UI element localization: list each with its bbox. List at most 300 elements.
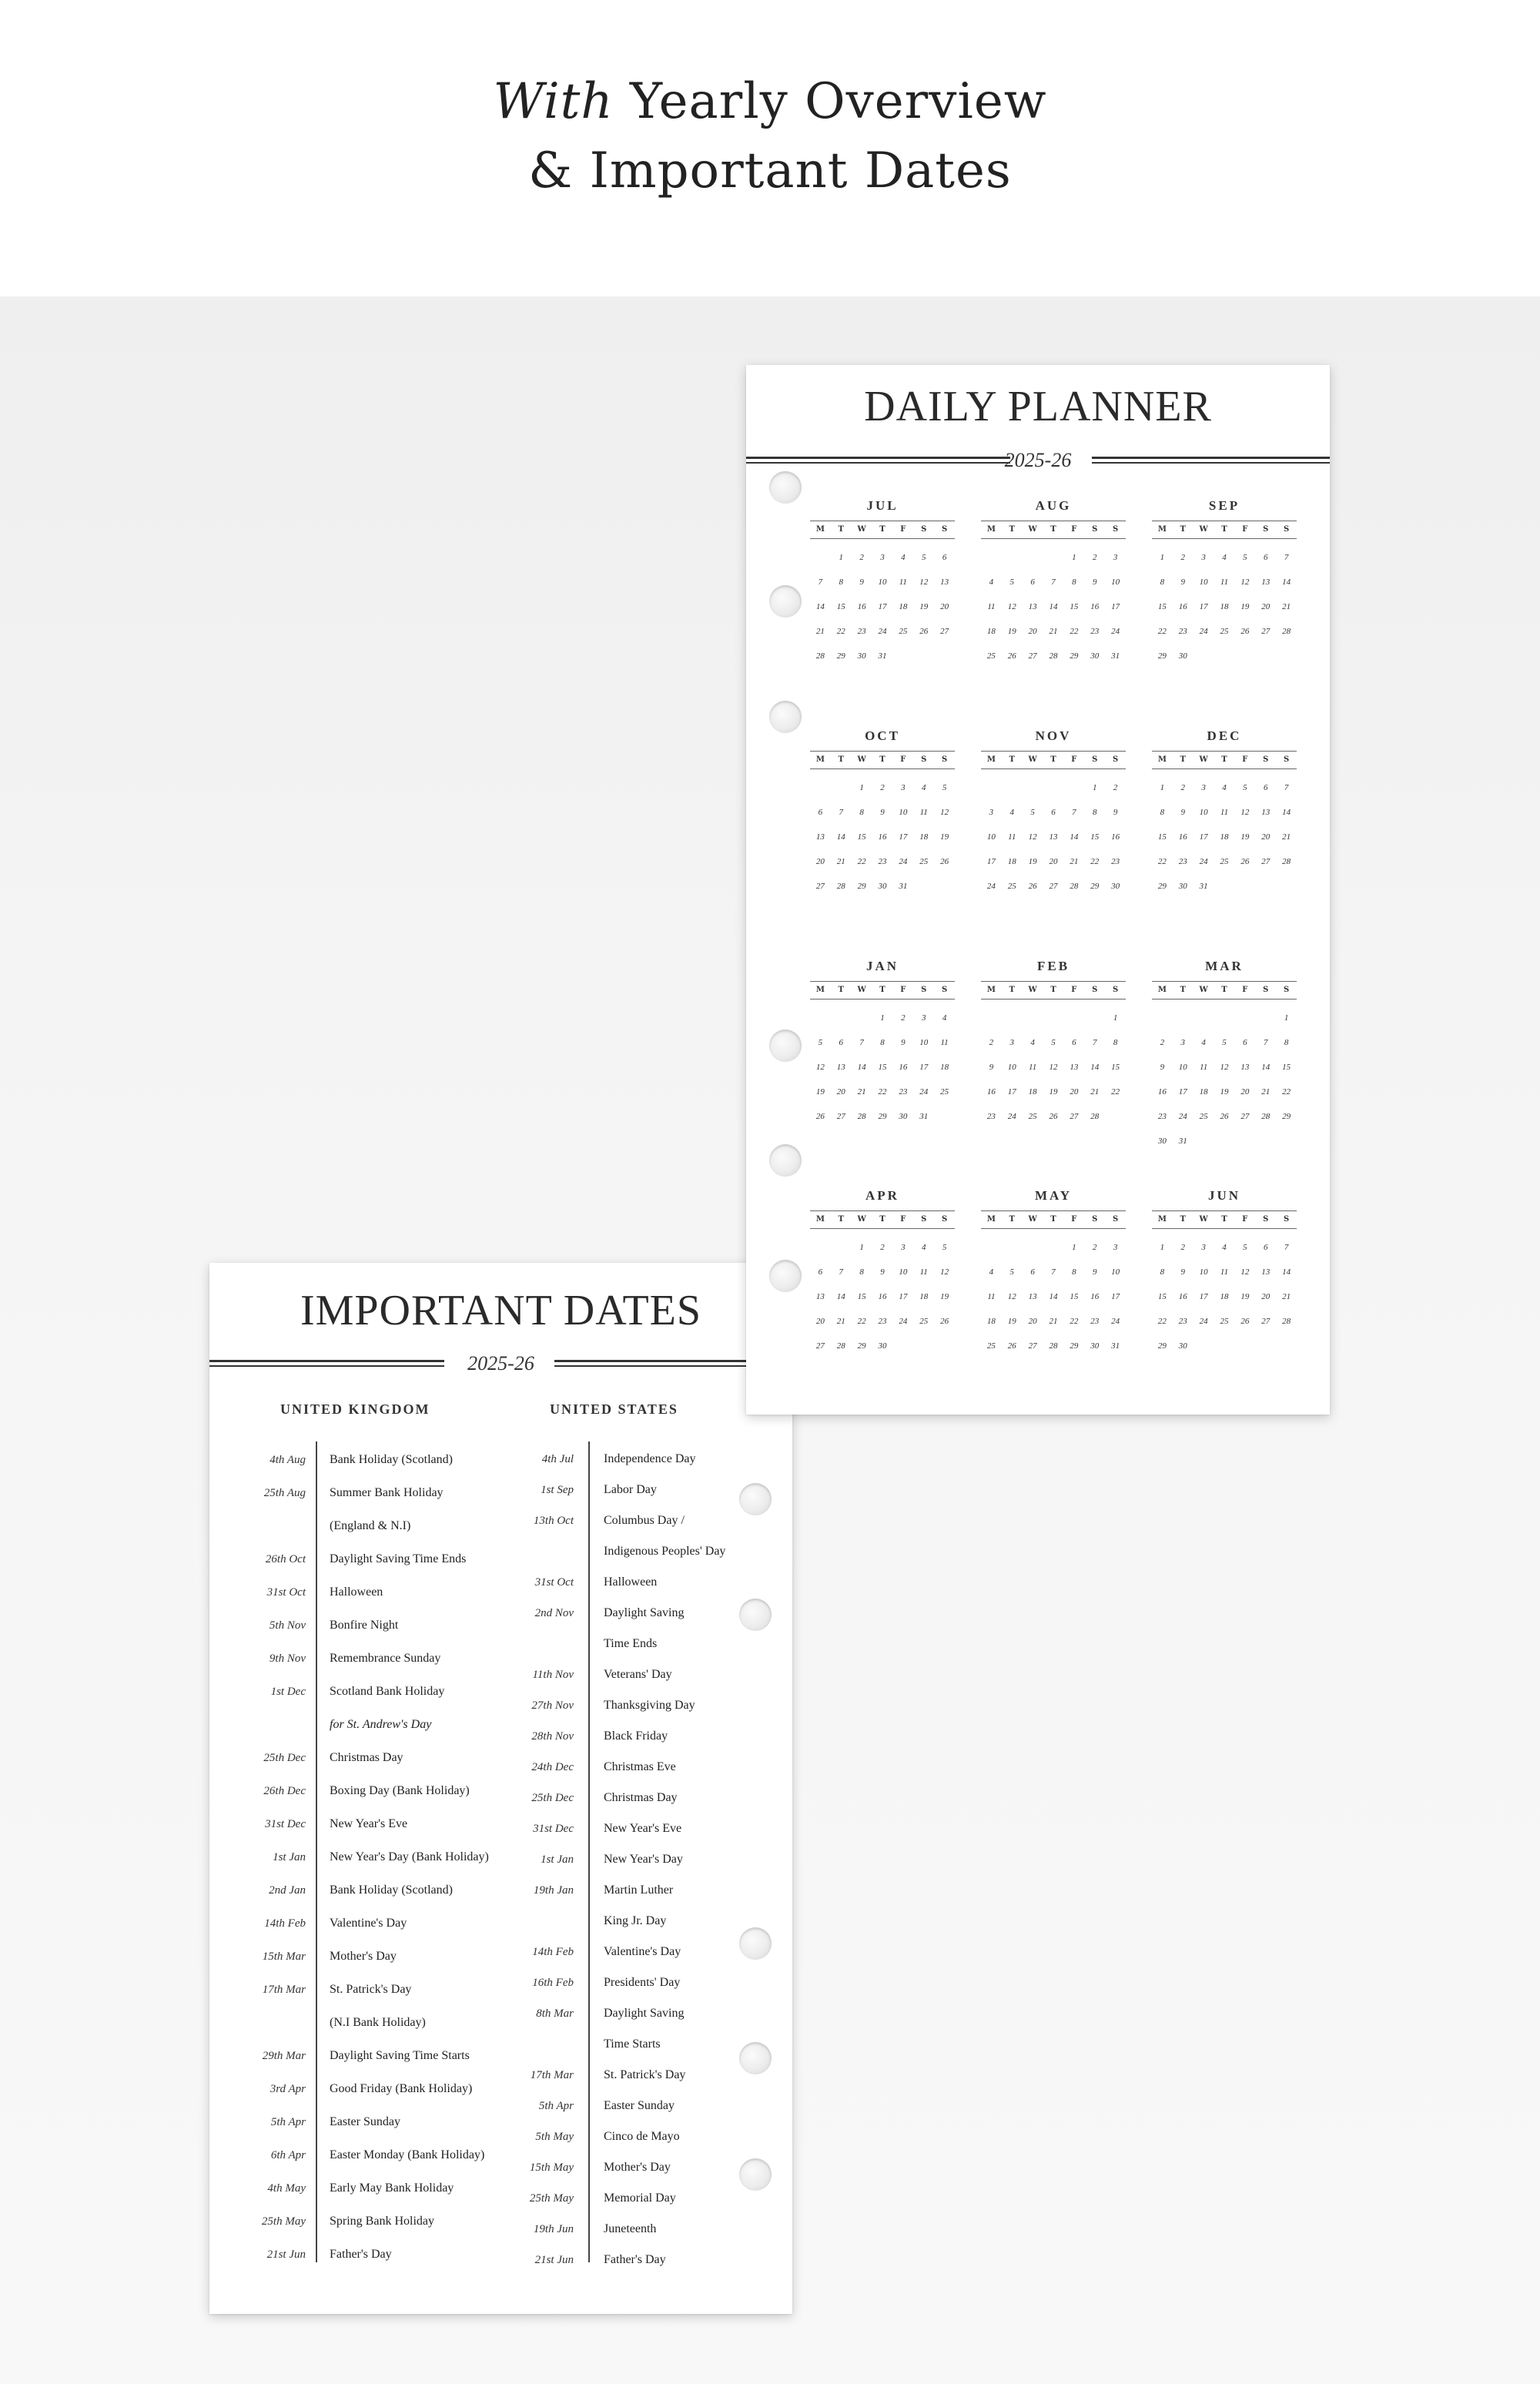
day-grid [981, 1235, 1126, 1358]
day-cell: 4 [1222, 1243, 1227, 1252]
day-cell: 14 [836, 1292, 845, 1301]
hero-banner [0, 0, 1540, 296]
day-cell: 18 [986, 1317, 996, 1326]
entry-name: Time Starts [604, 2037, 661, 2051]
weekday-label: W [1028, 1215, 1037, 1224]
empty-day-cell [1173, 1006, 1194, 1030]
day-cell: 17 [1199, 1292, 1208, 1301]
entry-date: 29th Mar [262, 2050, 306, 2062]
day-cell: 29 [836, 651, 845, 661]
weekday-label: T [838, 1215, 844, 1224]
day-cell: 13 [1240, 1063, 1250, 1072]
day-cell: 2 [1113, 783, 1118, 792]
day-cell: 12 [1007, 1292, 1016, 1301]
entry-name: Christmas Eve [604, 1760, 676, 1773]
day-cell: 12 [940, 1267, 949, 1277]
day-cell: 31 [1178, 1137, 1187, 1146]
month-name: OCT [865, 728, 900, 743]
weekday-label: T [1050, 525, 1056, 534]
day-cell: 22 [857, 1317, 866, 1326]
day-cell: 29 [1070, 1341, 1079, 1351]
weekday-label: T [1221, 525, 1227, 534]
day-cell: 28 [1049, 651, 1058, 661]
day-cell: 24 [1199, 857, 1208, 866]
day-cell: 5 [1009, 578, 1015, 587]
date-entry [209, 1786, 792, 1810]
day-cell: 25 [1220, 857, 1229, 866]
day-cell: 4 [1201, 1038, 1206, 1047]
day-cell: 30 [878, 882, 887, 891]
day-cell: 1 [1072, 553, 1076, 562]
day-cell: 17 [1199, 832, 1208, 842]
empty-day-cell [981, 775, 1002, 800]
day-cell: 21 [1282, 602, 1291, 611]
day-cell: 22 [1157, 1317, 1167, 1326]
entry-date: 1st Sep [541, 1484, 574, 1496]
day-cell: 3 [901, 783, 906, 792]
empty-day-cell [1023, 1006, 1043, 1030]
entry-date: 24th Dec [531, 1761, 574, 1773]
day-cell: 24 [1199, 627, 1208, 636]
entry-date: 8th Mar [536, 2007, 574, 2020]
day-cell: 10 [1111, 578, 1120, 587]
day-cell: 11 [1220, 578, 1229, 587]
entry-date: 19th Jun [533, 2223, 574, 2235]
day-cell: 10 [1007, 1063, 1016, 1072]
day-cell: 27 [836, 1112, 845, 1121]
day-cell: 30 [899, 1112, 908, 1121]
weekday-label: S [1112, 755, 1119, 764]
date-entry [209, 2002, 792, 2025]
entry-name: for St. Andrew's Day [330, 1718, 432, 1731]
day-cell: 3 [989, 808, 994, 817]
day-cell: 10 [899, 1267, 908, 1277]
entry-name: Remembrance Sunday [330, 1652, 441, 1665]
day-cell: 12 [940, 808, 949, 817]
weekday-label: S [941, 525, 948, 534]
binder-hole [769, 471, 802, 504]
day-grid [981, 1006, 1126, 1129]
day-cell: 4 [1222, 553, 1227, 562]
entry-date: 25th May [529, 2192, 574, 2205]
entry-name: Black Friday [604, 1729, 668, 1743]
day-cell: 2 [1180, 553, 1186, 562]
day-cell: 19 [1220, 1087, 1229, 1097]
entry-date: 6th Apr [270, 2149, 306, 2161]
day-cell: 14 [1090, 1063, 1100, 1072]
weekday-label: T [1221, 1215, 1227, 1224]
day-cell: 11 [940, 1038, 949, 1047]
month-name: NOV [1035, 728, 1072, 743]
weekday-label: S [1283, 1215, 1290, 1224]
entry-date: 31st Dec [265, 1818, 306, 1830]
entry-date: 28th Nov [531, 1730, 574, 1743]
weekday-label: F [1071, 755, 1077, 764]
month-name: MAR [1205, 959, 1244, 973]
weekday-label: T [838, 525, 844, 534]
day-cell: 10 [919, 1038, 929, 1047]
daily-planner-year-rule [746, 449, 1330, 472]
weekday-label: T [879, 755, 886, 764]
day-cell: 29 [1157, 1341, 1167, 1351]
day-cell: 3 [1113, 553, 1118, 562]
entry-name: St. Patrick's Day [604, 2068, 686, 2081]
day-cell: 9 [1180, 578, 1186, 587]
entry-name: Bank Holiday (Scotland) [330, 1453, 453, 1466]
day-grid [810, 1006, 955, 1129]
day-cell: 7 [839, 808, 844, 817]
day-cell: 26 [1240, 857, 1250, 866]
entry-date: 4th Aug [270, 1454, 306, 1466]
date-entry [209, 2094, 792, 2118]
day-cell: 13 [1028, 602, 1037, 611]
weekday-label: S [1263, 525, 1269, 534]
day-cell: 20 [815, 857, 825, 866]
day-cell: 10 [899, 808, 908, 817]
date-entry [209, 1694, 792, 1717]
day-cell: 7 [1051, 578, 1056, 587]
weekday-label: F [1242, 986, 1248, 994]
entry-date: 1st Jan [541, 1853, 574, 1866]
day-cell: 9 [1160, 1063, 1165, 1072]
day-cell: 24 [899, 857, 908, 866]
day-cell: 13 [1261, 1267, 1270, 1277]
day-cell: 8 [839, 578, 844, 587]
entry-name: Halloween [604, 1575, 658, 1589]
day-cell: 13 [815, 832, 825, 842]
weekday-label: W [857, 1215, 866, 1224]
weekday-label: M [986, 986, 996, 994]
binder-hole [769, 1260, 802, 1292]
day-cell: 7 [818, 578, 823, 587]
day-cell: 9 [989, 1063, 994, 1072]
day-cell: 19 [940, 832, 949, 842]
weekday-label: F [1242, 755, 1248, 764]
day-cell: 31 [1111, 1341, 1120, 1351]
day-cell: 25 [940, 1087, 949, 1097]
day-cell: 9 [880, 1267, 885, 1277]
entry-date: 31st Oct [534, 1576, 574, 1589]
weekday-label: S [921, 986, 927, 994]
day-cell: 3 [880, 553, 885, 562]
day-cell: 18 [1220, 832, 1229, 842]
day-cell: 23 [1111, 857, 1120, 866]
day-cell: 17 [1178, 1087, 1187, 1097]
day-cell: 22 [1157, 627, 1167, 636]
empty-day-cell [1043, 775, 1064, 800]
day-cell: 18 [1199, 1087, 1208, 1097]
day-cell: 25 [986, 1341, 996, 1351]
day-cell: 30 [1090, 651, 1100, 661]
day-cell: 8 [859, 808, 864, 817]
entry-date: 3rd Apr [270, 2083, 306, 2095]
day-cell: 19 [1240, 1292, 1250, 1301]
day-cell: 15 [1070, 1292, 1079, 1301]
day-cell: 27 [1240, 1112, 1250, 1121]
important-dates-title: IMPORTANT DATES [300, 1287, 702, 1334]
date-entry [209, 1817, 792, 1840]
day-cell: 5 [818, 1038, 823, 1047]
month-name: SEP [1208, 498, 1240, 513]
day-cell: 20 [1028, 1317, 1037, 1326]
weekday-header [810, 981, 955, 999]
entry-date: 4th May [267, 2182, 306, 2195]
day-cell: 30 [1090, 1341, 1100, 1351]
day-cell: 9 [1092, 1267, 1097, 1277]
day-cell: 31 [1199, 882, 1208, 891]
day-cell: 7 [1263, 1038, 1268, 1047]
day-cell: 16 [986, 1087, 996, 1097]
date-entry [209, 1663, 792, 1686]
day-cell: 26 [1220, 1112, 1229, 1121]
day-cell: 5 [1222, 1038, 1227, 1047]
day-cell: 10 [986, 832, 996, 842]
day-cell: 7 [1284, 1243, 1289, 1252]
day-cell: 8 [1072, 578, 1076, 587]
weekday-label: M [986, 525, 996, 534]
entry-name: Mother's Day [604, 2161, 671, 2174]
day-cell: 30 [857, 651, 866, 661]
month-feb [981, 958, 1126, 1129]
day-cell: 18 [1220, 602, 1229, 611]
day-cell: 21 [815, 627, 825, 636]
day-cell: 10 [1199, 1267, 1208, 1277]
entry-date: 25th May [261, 2215, 306, 2228]
day-cell: 9 [1180, 808, 1186, 817]
weekday-label: S [941, 755, 948, 764]
important-dates-year: 2025-26 [467, 1352, 534, 1374]
day-cell: 15 [1111, 1063, 1120, 1072]
hero-title-rest: Yearly Overview [613, 73, 1047, 130]
day-cell: 26 [919, 627, 929, 636]
day-cell: 19 [1240, 602, 1250, 611]
weekday-label: T [1009, 1215, 1015, 1224]
weekday-label: T [1050, 1215, 1056, 1224]
day-cell: 19 [1007, 627, 1016, 636]
entry-date: 14th Feb [532, 1946, 574, 1958]
entry-name: (England & N.I) [330, 1519, 411, 1532]
weekday-label: S [1283, 525, 1290, 534]
entry-date: 15th Mar [262, 1950, 306, 1963]
day-cell: 17 [1199, 602, 1208, 611]
entry-name: Easter Sunday [330, 2115, 400, 2128]
entry-date: 1st Jan [273, 1851, 306, 1863]
day-cell: 17 [899, 1292, 908, 1301]
important-dates-year-rule [209, 1352, 792, 1375]
month-name: JUN [1207, 1188, 1241, 1203]
entry-date: 25th Aug [263, 1487, 306, 1499]
empty-day-cell [1194, 1006, 1214, 1030]
weekday-label: W [857, 525, 866, 534]
entry-date: 16th Feb [532, 1977, 574, 1989]
weekday-label: S [1112, 525, 1119, 534]
day-cell: 15 [1282, 1063, 1291, 1072]
day-cell: 22 [836, 627, 845, 636]
empty-day-cell [1084, 1006, 1105, 1030]
weekday-label: S [1092, 1215, 1098, 1224]
day-cell: 10 [1199, 578, 1208, 587]
day-cell: 5 [942, 783, 947, 792]
day-cell: 19 [1007, 1317, 1016, 1326]
empty-day-cell [1255, 1006, 1276, 1030]
weekday-header [981, 751, 1126, 769]
day-cell: 28 [1090, 1112, 1100, 1121]
day-cell: 17 [986, 857, 996, 866]
weekday-label: W [1028, 986, 1037, 994]
day-cell: 29 [1070, 651, 1079, 661]
day-cell: 1 [1072, 1243, 1076, 1252]
day-cell: 24 [986, 882, 996, 891]
date-entry [209, 2033, 792, 2056]
entry-name: Summer Bank Holiday [330, 1486, 444, 1499]
entry-date: 5th Nov [269, 1619, 306, 1632]
weekday-label: F [900, 755, 906, 764]
day-cell: 18 [940, 1063, 949, 1072]
entry-date: 5th May [535, 2131, 574, 2143]
day-cell: 3 [901, 1243, 906, 1252]
day-cell: 4 [1009, 808, 1015, 817]
day-cell: 21 [1049, 1317, 1058, 1326]
entry-date: 17th Mar [530, 2069, 574, 2081]
weekday-label: W [1028, 755, 1037, 764]
day-cell: 11 [1220, 1267, 1229, 1277]
day-cell: 13 [940, 578, 949, 587]
day-cell: 5 [1243, 553, 1247, 562]
day-cell: 8 [859, 1267, 864, 1277]
date-entry [209, 2156, 792, 2179]
day-cell: 12 [1240, 808, 1250, 817]
entry-date: 1st Dec [270, 1686, 306, 1698]
day-grid [1152, 775, 1297, 899]
daily-planner-year: 2025-26 [1004, 449, 1072, 471]
day-cell: 15 [1090, 832, 1100, 842]
entry-date: 27th Nov [531, 1699, 574, 1712]
date-entry [209, 2248, 792, 2272]
day-cell: 26 [1028, 882, 1037, 891]
empty-day-cell [1002, 1006, 1023, 1030]
day-cell: 29 [857, 882, 866, 891]
day-cell: 31 [919, 1112, 929, 1121]
date-entry [209, 1725, 792, 1748]
day-cell: 18 [919, 1292, 929, 1301]
day-cell: 30 [1178, 1341, 1187, 1351]
day-cell: 2 [901, 1013, 906, 1023]
day-cell: 19 [940, 1292, 949, 1301]
day-cell: 13 [815, 1292, 825, 1301]
month-oct [810, 728, 955, 899]
month-dec [1152, 728, 1297, 899]
day-cell: 13 [836, 1063, 845, 1072]
weekday-label: T [1050, 986, 1056, 994]
weekday-label: T [1180, 525, 1186, 534]
day-cell: 23 [1178, 857, 1187, 866]
day-cell: 21 [1261, 1087, 1270, 1097]
binder-hole [769, 585, 802, 618]
day-cell: 8 [1284, 1038, 1289, 1047]
day-cell: 24 [1199, 1317, 1208, 1326]
day-cell: 5 [1030, 808, 1035, 817]
day-cell: 7 [1092, 1038, 1097, 1047]
entry-name: Scotland Bank Holiday [330, 1685, 445, 1698]
day-cell: 14 [836, 832, 845, 842]
day-cell: 20 [1049, 857, 1058, 866]
entry-name: St. Patrick's Day [330, 1983, 412, 1996]
day-cell: 16 [1178, 602, 1187, 611]
date-entry [209, 1632, 792, 1656]
entry-date: 31st Oct [266, 1586, 306, 1599]
entry-date: 4th Jul [541, 1453, 574, 1465]
weekday-label: T [1009, 986, 1015, 994]
day-cell: 20 [1028, 627, 1037, 636]
uk-heading: UNITED KINGDOM [280, 1401, 430, 1417]
day-cell: 4 [1030, 1038, 1035, 1047]
day-cell: 28 [1070, 882, 1079, 891]
day-cell: 6 [1072, 1038, 1076, 1047]
binder-hole [769, 1144, 802, 1177]
day-cell: 17 [899, 832, 908, 842]
day-cell: 16 [899, 1063, 908, 1072]
day-cell: 22 [1070, 627, 1079, 636]
entry-name: Daylight Saving [604, 1606, 685, 1619]
day-cell: 1 [1160, 553, 1165, 562]
weekday-label: T [1009, 755, 1015, 764]
month-name: FEB [1036, 959, 1070, 973]
entry-name: Early May Bank Holiday [330, 2181, 454, 2195]
day-cell: 5 [1243, 783, 1247, 792]
weekday-label: T [1221, 986, 1227, 994]
day-cell: 2 [880, 783, 885, 792]
day-cell: 5 [1051, 1038, 1056, 1047]
binder-hole [739, 2158, 772, 2191]
month-name: DEC [1207, 728, 1242, 743]
weekday-label: S [1263, 755, 1269, 764]
day-cell: 28 [1261, 1112, 1270, 1121]
weekday-label: M [1157, 1215, 1167, 1224]
day-cell: 4 [1222, 783, 1227, 792]
month-name: JUL [866, 498, 899, 513]
day-cell: 24 [1111, 1317, 1120, 1326]
day-cell: 12 [815, 1063, 825, 1072]
weekday-label: W [857, 986, 866, 994]
important-dates-sheet [209, 1263, 792, 2314]
day-cell: 26 [1007, 1341, 1016, 1351]
day-cell: 14 [1261, 1063, 1270, 1072]
day-cell: 30 [1157, 1137, 1167, 1146]
weekday-label: F [900, 1215, 906, 1224]
weekday-label: W [1028, 525, 1037, 534]
month-name: JAN [865, 959, 899, 973]
day-cell: 1 [1160, 783, 1165, 792]
entry-date: 21st Jun [266, 2248, 306, 2261]
weekday-label: S [1263, 1215, 1269, 1224]
day-cell: 6 [1263, 1243, 1268, 1252]
day-cell: 23 [986, 1112, 996, 1121]
weekday-header [981, 1210, 1126, 1229]
date-entry [209, 2218, 792, 2241]
weekday-label: M [815, 1215, 825, 1224]
day-cell: 10 [1178, 1063, 1187, 1072]
day-cell: 11 [987, 1292, 996, 1301]
day-cell: 27 [1261, 857, 1270, 866]
day-cell: 28 [857, 1112, 866, 1121]
weekday-label: M [1157, 525, 1167, 534]
weekday-label: F [1071, 986, 1077, 994]
day-cell: 8 [1092, 808, 1097, 817]
empty-day-cell [852, 1006, 872, 1030]
date-entry [209, 1448, 792, 1471]
weekday-label: T [1180, 1215, 1186, 1224]
day-cell: 7 [1284, 553, 1289, 562]
